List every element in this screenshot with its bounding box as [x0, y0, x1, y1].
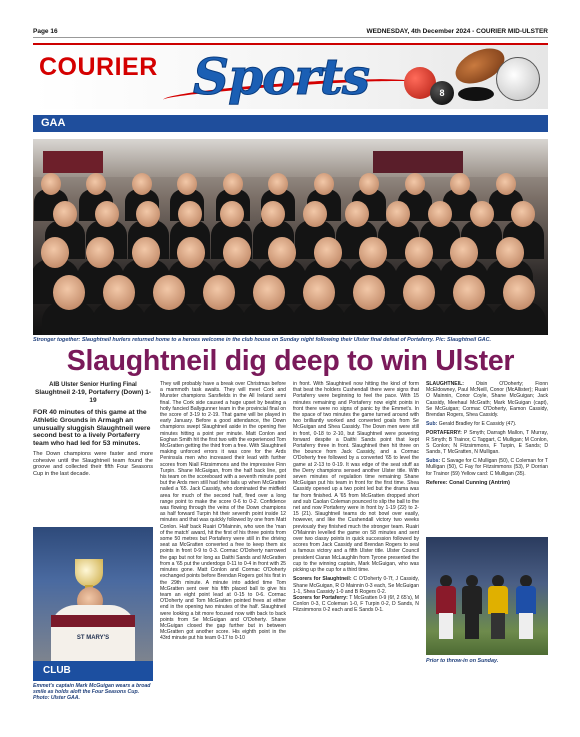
sub-slaughtneil [426, 421, 548, 427]
lineup-portaferry-label: PORTAFERRY: [426, 430, 462, 437]
player-face [177, 237, 205, 268]
article-column-1 [33, 381, 153, 477]
article-body-text: They will probably have a break over Christmas before a mammoth task awaits. They will meet Cork and Munster champions Sarsfields in the All Ireland semi final. The Cork side caused a huge upset by beating a hotly fancied Ballygunner team in the provincial final on the score of 3-19 to 2-19. That game will be played in early January. Before a good attendance, the Down champions swept Slaughtneil aside in the opening five minutes hitting a point per minute. Matt Conlon and Eoghan Smith hit the first two with the experienced Tom McGratten getting the third from a free. With Slaughtneil making unforced errors it was core for the Ards Peninsula men who increased their lead with further scores from Niall Fitzsimmons and the impressive Finn Turpin. Shane McGuigan, from the half back line, got his team on the scoreboard with a seventh minute point but the Ards men still had their tails up when McGratten nailed a '65. Jack Cassidy, who dominated the midfield area for much of the second half, fired over a long range point to make the score 0-6 to 0-2. Confidence was flowing through the veins of the Down champions as half forward Turpin hit their seventh point inside 12 minutes and that was quickly followed by one from Matt Conlon. Half back Ruairi O'Mainnin, who won the 'man of the match' award, hit the first of his three points from some 50 metres but Portaferry were still in the driving seat as McGratten converted a free to keep them six points in front 0-9 to 0-3. Cormac O'Doherty narrowed the gap but not for long as Daithi Sands and McGratten from a '65 put the underdogs 0-11 to 0-4 in front with 25 minutes gone. Matt Conlon and Cormac O'Doherty exchanged points before Brendan Rogers got his first in the 29th minute. A minute into added time Tom McGratten sent over his fifth placed ball to give his team an eight point lead at 0-15 to 0-6. Cormac O'Doherty and Tom McGratten pointed frees at either end in the opening two minutes of the half. Slaughtneil were looking a bit more focused now with back to back points from Se McGuigan and O'Doherty. Shane McGuigan closed the gap further but in between McGratten got another score. His eighth point in the 43rd minute put his team 0-17 to 0-10 [160, 381, 286, 642]
sub-slaughtneil-text: Gerald Bradley for E Cassidy (47). [438, 421, 517, 428]
page-header-bar [33, 26, 548, 38]
article-headline: Slaughtneil dig deep to win Ulster [66, 345, 515, 377]
player-face [353, 275, 385, 310]
subs-portaferry [426, 458, 548, 477]
player-face [405, 173, 425, 195]
article-lead: FOR 40 minutes of this game at the Athletic Grounds in Armagh an unusually sluggish Slaughtneil were second best to a lively Portaferry team who had led for 53 minutes. [33, 409, 151, 448]
banner-flag [373, 151, 463, 173]
pre-match-photo [426, 537, 548, 655]
article-column-2 [160, 381, 286, 642]
player-face [132, 173, 152, 195]
scorers-portaferry [293, 595, 419, 614]
player-figure [434, 575, 458, 645]
soccer-ball-icon [496, 57, 540, 101]
article-body-text: in front. With Slaughtneil now hitting the kind of form that beat the holders Cushendall there were signs that Portaferry were beginning to feel the pace. With 15 minutes remaining and Portaferry now eight points in front there were no signs of panic by the Emmet's. In the space of two minutes the game turned around with two brilliantly worked and converted goals from Se McGuigan and Shea Cassidy. The Down men were still in front, 0-18 to 2-10, but Slaughtneil were powering forward despite a Daithi Sands point that kept Portaferry three in front. Slaughtneil then hit three on the bounce from Jack Cassidy, and a Cormac O'Doherty free followed by a converted '65 to level the game at 2-13 to 0-19. It was edge of the seat stuff as the Derry champions sensed another Ulster title. With seven minutes of regulation time remaining Shane McGuigan put his team in front for the first time. Shea Cassidy opened up a two point led but the drama was far from finished. A '65 from McGratten dropped short and sub Caolan Coleman pounced to slip the ball to the net and now Portaferry were in front by 1-19 (22) to 2-15 (21). Slaughtneil teams do not bowl over easily, however, and like the Cushendall victory two weeks previously they finished much the stronger team. Ruairi O'Mainnin levelled the game on 58 minutes and sent over two classy points in quick succession followed by scores from Jack Cassidy and Brendan Rogers to seal a famous victory and a fifth Ulster title. Ulster Council president Ciaran McLaughlin from Tyrone presented the cup to the winning captain, Mark McGuigan, who was picking up the cup for a third time. [293, 381, 419, 574]
article-column-3 [293, 381, 419, 614]
referee-label: Referee: [426, 479, 448, 486]
player-face [223, 237, 251, 268]
club-banner: CLUB [33, 661, 153, 681]
scorers-slaughtneil-text: C O'Doherty 0-7f, J Cassidy, Shane McGuigan, R O Mainnin 0-3 each, Se McGuigan 1-1, Shea Cassidy 1-0 and B Rogers 0-2. [293, 576, 419, 595]
subs-portaferry-text: C Savage for C Mulligan (50), C Coleman for T Mulligan (50), C Fay for Fitzsimmons (53), P Dorrian for Trainor (59) Yellow card: C Mulligan (35). [426, 458, 548, 477]
player-face [95, 201, 119, 227]
player-face [359, 237, 387, 268]
player-face [153, 275, 185, 310]
clubhouse-ceiling [33, 139, 548, 177]
eight-ball-icon: 8 [430, 81, 454, 105]
referee-line [426, 480, 548, 486]
player-figure [486, 575, 510, 645]
lineup-portaferry [426, 430, 548, 455]
player-face [268, 237, 296, 268]
lineup-portaferry-text: P Smyth; Darragh Mallon, T Murray, R Smyth; B Trainor, C Taggart, C Mulligan; M Conlon, S Conlon; N Fitzsimmons, F Turpin, E Sands; D Sands, T McGratten, N Mulligan. [426, 430, 548, 456]
article-column-4 [426, 381, 548, 486]
team-celebration-photo [33, 139, 548, 335]
player-face [314, 237, 342, 268]
player-figure [514, 575, 538, 645]
captain-photo-caption: Emmet's captain Mark McGuigan wears a broad smile as holds aloft the Four Seasons Cup. Photo: Ulster GAA. [33, 683, 151, 701]
sports-balls-graphic [404, 47, 544, 109]
player-face [450, 237, 478, 268]
player-face [41, 173, 61, 195]
player-face [496, 237, 524, 268]
player-face [132, 237, 160, 268]
player-face [41, 237, 69, 268]
player-face [503, 275, 535, 310]
pre-match-photo-caption: Prior to throw-in on Sunday. [426, 658, 499, 664]
sports-logo-text: Sports [193, 47, 370, 106]
article-kicker: AIB Ulster Senior Hurling Final [49, 382, 137, 388]
player-face [403, 275, 435, 310]
player-face [303, 275, 335, 310]
player-face [453, 275, 485, 310]
scorers-portaferry-text: T McGratten 0-9 (6f, 2 65's), M Conlon 0-3, C Coleman 1-0, F Turpin 0-2, D Sands, N Fitzsimmons 0-2 each and E Sands 0-1. [293, 594, 419, 614]
page-number: Page 16 [33, 28, 58, 35]
dateline: WEDNESDAY, 4th December 2024 - COURIER MID-ULSTER [366, 28, 548, 35]
player-face [253, 275, 285, 310]
section-label-bar: GAA [33, 115, 548, 132]
lineup-slaughtneil-label: SLAUGHTNEIL: [426, 381, 464, 387]
scorers-slaughtneil-label: Scorers for Slaughtneil: [293, 576, 352, 583]
player-face [314, 173, 334, 195]
subs-portaferry-label: Subs: [426, 458, 441, 465]
referee-text: Conal Cunning (Antrim) [449, 479, 510, 486]
player-face [203, 275, 235, 310]
player-face [450, 173, 470, 195]
masthead [33, 43, 548, 109]
player-face [405, 237, 433, 268]
banner-flag [43, 151, 103, 173]
sub-slaughtneil-label: Sub: [426, 421, 438, 428]
player-face [496, 173, 516, 195]
lineup-slaughtneil-text: Oisin O'Doherty; Fionn McEldowney, Paul McNeill, Conor (McAllister); Ruairi O Mainnin, Conor Coyle, Shane McGuigan; Jack Cassidy, Meehaul McGrath; Mark McGuigan (capt), Se McGuigan; Cormac O'Doherty, Eamon Cassidy, Brendan Rogers, Shea Cassidy. [426, 381, 548, 419]
hockey-puck-icon [458, 87, 494, 101]
main-photo-caption: Stronger together: Slaughtneil hurlers returned home to a heroes welcome in the club house on Sunday night following their Ulster final defeat of Portaferry. Pic: Slaughtneil GAC. [33, 337, 492, 343]
courier-logo-text: COURIER [39, 53, 158, 81]
article-score-line: Slaughtneil 2-19, Portaferry (Down) 1-19 [35, 389, 151, 404]
player-face [223, 173, 243, 195]
player-face [103, 275, 135, 310]
player-figure [460, 575, 484, 645]
player-face [53, 275, 85, 310]
lineup-slaughtneil [426, 381, 548, 418]
captain-cup-photo [33, 527, 153, 681]
scorers-slaughtneil [293, 576, 419, 595]
article-intro: The Down champions were faster and more cohesive until the Slaughtneil team found the groove and collected their fifth Four Seasons Cup in the last decade. [33, 450, 153, 477]
scorers-portaferry-label: Scorers for Portaferry: [293, 594, 348, 601]
player-face [345, 201, 369, 227]
player-face [470, 201, 494, 227]
player-face [220, 201, 244, 227]
jersey-sponsor-text: ST MARY'S [76, 635, 110, 641]
